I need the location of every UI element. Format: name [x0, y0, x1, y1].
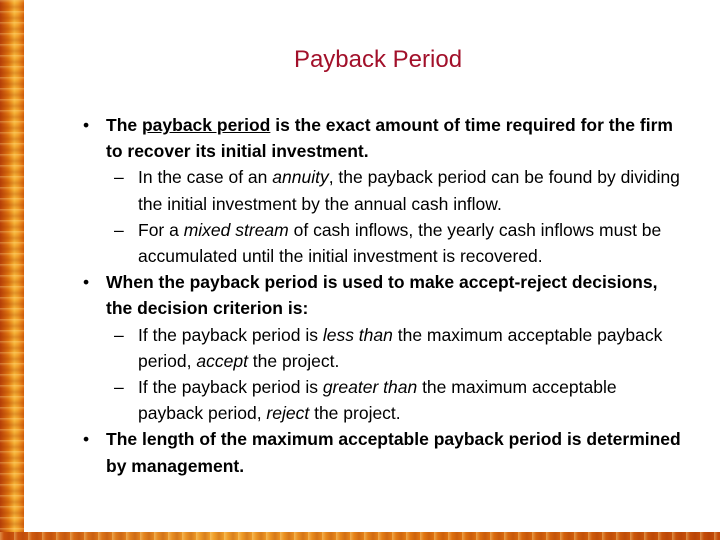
bullet-management: [0, 426, 684, 478]
bullet-text: The length of the maximum acceptable payback period is determined by management.: [106, 429, 681, 476]
emphasis-greater-than: greater than: [322, 377, 418, 398]
sub-bullet-accept: [0, 322, 684, 374]
bullet-text: The: [106, 115, 142, 135]
bullet-text: When the payback period is used to make accept-reject decisions, the decision criterion is:: [106, 272, 658, 319]
sub-bullet-text: the maximum acceptable payback period,: [138, 324, 663, 371]
bullet-marker: •: [83, 115, 90, 135]
sub-bullet-text: the project.: [247, 350, 340, 371]
sub-bullet-text: the maximum acceptable payback period,: [138, 377, 617, 424]
sub-bullet-text: If the payback period is: [138, 377, 323, 398]
sub-bullet-text: If the payback period is: [138, 324, 323, 345]
emphasis-accept: accept: [196, 350, 248, 371]
sub-bullet-annuity: [0, 164, 684, 216]
bullet-text: is the exact amount of time required for the firm to recover its initial investment.: [106, 115, 673, 162]
dash-marker: –: [114, 377, 124, 398]
sub-bullet-text: In the case of an: [138, 167, 273, 188]
bullet-payback-definition: [0, 112, 684, 164]
bullet-decision-criterion: [0, 269, 684, 321]
slide-title: Payback Period: [293, 46, 463, 73]
sub-bullet-reject: [0, 374, 684, 426]
emphasis-annuity: annuity: [272, 167, 329, 188]
bullet-marker: •: [83, 272, 90, 293]
bullet-marker: •: [83, 429, 90, 450]
emphasis-less-than: less than: [322, 324, 393, 345]
dash-marker: –: [114, 167, 124, 188]
emphasis-mixed-stream: mixed stream: [183, 219, 289, 240]
sub-bullet-text: the project.: [309, 403, 401, 424]
slide-content: [0, 112, 720, 479]
dash-marker: –: [114, 219, 124, 240]
sub-bullet-mixed-stream: [0, 217, 684, 269]
emphasis-reject: reject: [266, 403, 310, 424]
decorative-bottom-strip: [0, 532, 720, 540]
dash-marker: –: [114, 324, 124, 345]
sub-bullet-text: , the payback period can be found by dividing the initial investment by the annual cash inflow.: [138, 167, 680, 214]
payback-period-term: payback period: [141, 115, 271, 135]
sub-bullet-text: For a: [138, 219, 184, 240]
sub-bullet-text: of cash inflows, the yearly cash inflows must be accumulated until the initial investment is recovered.: [138, 219, 662, 267]
